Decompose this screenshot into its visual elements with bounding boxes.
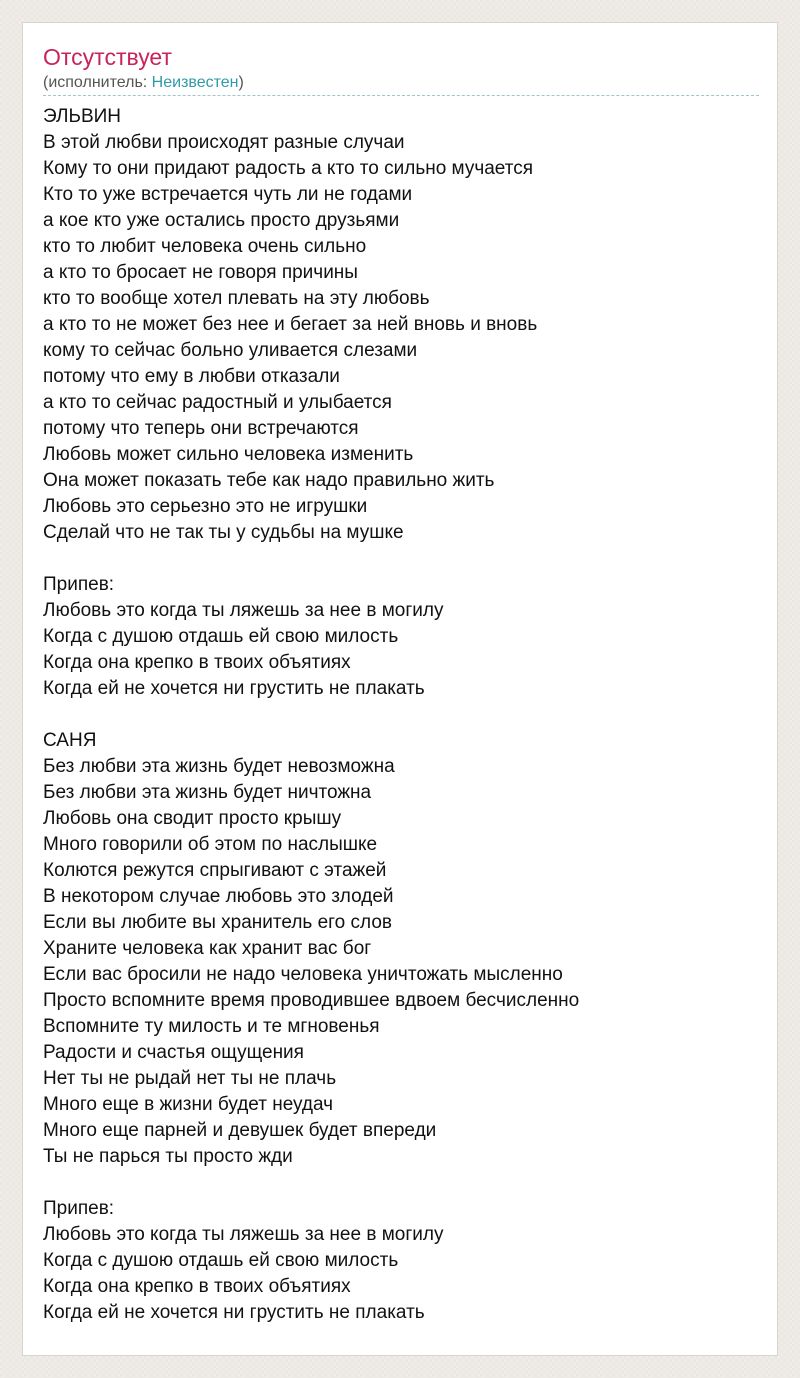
lyrics-line: Много еще парней и девушек будет впереди [43,1120,437,1141]
lyrics-line: Когда она крепко в твоих объятиях [43,652,351,673]
title-divider [43,95,759,96]
lyrics-line: Любовь она сводит просто крышу [43,808,342,829]
lyrics-line: потому что ему в любви отказали [43,366,340,387]
lyrics-line: Любовь это когда ты ляжешь за нее в могилу [43,1224,444,1245]
lyrics-blank-line [43,702,759,728]
artist-prefix: (исполнитель: [43,74,152,91]
lyrics-text [43,104,759,1326]
lyrics-line: В этой любви происходят разные случаи [43,132,405,153]
lyrics-line: а кто то бросает не говоря причины [43,262,358,283]
lyrics-line: Любовь это когда ты ляжешь за нее в могилу [43,600,444,621]
artist-line [43,73,244,93]
lyrics-line: Просто вспомните время проводившее вдвоем бесчисленно [43,990,580,1011]
lyrics-line: Если вы любите вы хранитель его слов [43,912,392,933]
lyrics-line: а кое кто уже остались просто друзьями [43,210,400,231]
lyrics-line: Радости и счастья ощущения [43,1042,304,1063]
lyrics-line: Припев: [43,1198,115,1219]
lyrics-line: а кто то не может без нее и бегает за ней вновь и вновь [43,314,538,335]
lyrics-line: Припев: [43,574,115,595]
lyrics-line: Колются режутся спрыгивают с этажей [43,860,387,881]
lyrics-line: Много еще в жизни будет неудач [43,1094,334,1115]
lyrics-card [22,22,778,1356]
lyrics-line: Сделай что не так ты у судьбы на мушке [43,522,404,543]
lyrics-line: ЭЛЬВИН [43,106,122,127]
lyrics-line: потому что теперь они встречаются [43,418,359,439]
lyrics-line: а кто то сейчас радостный и улыбается [43,392,392,413]
artist-suffix: ) [238,74,244,91]
lyrics-line: Ты не парься ты просто жди [43,1146,293,1167]
lyrics-line: Много говорили об этом по наслышке [43,834,378,855]
lyrics-line: Если вас бросили не надо человека уничтожать мысленно [43,964,563,985]
lyrics-line: кто то любит человека очень сильно [43,236,367,257]
lyrics-line: Любовь это серьезно это не игрушки [43,496,368,517]
lyrics-line: Без любви эта жизнь будет невозможна [43,756,395,777]
lyrics-line: Вспомните ту милость и те мгновенья [43,1016,380,1037]
lyrics-line: Нет ты не рыдай нет ты не плачь [43,1068,337,1089]
lyrics-line: Любовь может сильно человека изменить [43,444,414,465]
lyrics-line: кому то сейчас больно уливается слезами [43,340,418,361]
lyrics-line: Когда она крепко в твоих объятиях [43,1276,351,1297]
lyrics-line: Когда с душою отдашь ей свою милость [43,626,399,647]
artist-link[interactable]: Неизвестен [151,74,239,91]
lyrics-line: кто то вообще хотел плевать на эту любовь [43,288,430,309]
song-title: Отсутствует [43,44,172,70]
lyrics-line: Когда ей не хочется ни грустить не плакать [43,678,425,699]
lyrics-blank-line [43,1170,759,1196]
lyrics-line: Кто то уже встречается чуть ли не годами [43,184,413,205]
lyrics-line: Кому то они придают радость а кто то сильно мучается [43,158,534,179]
lyrics-line: Храните человека как хранит вас бог [43,938,372,959]
lyrics-line: САНЯ [43,730,97,751]
lyrics-line: В некотором случае любовь это злодей [43,886,394,907]
lyrics-line: Когда с душою отдашь ей свою милость [43,1250,399,1271]
lyrics-line: Когда ей не хочется ни грустить не плакать [43,1302,425,1323]
lyrics-line: Без любви эта жизнь будет ничтожна [43,782,372,803]
lyrics-line: Она может показать тебе как надо правильно жить [43,470,495,491]
lyrics-blank-line [43,546,759,572]
